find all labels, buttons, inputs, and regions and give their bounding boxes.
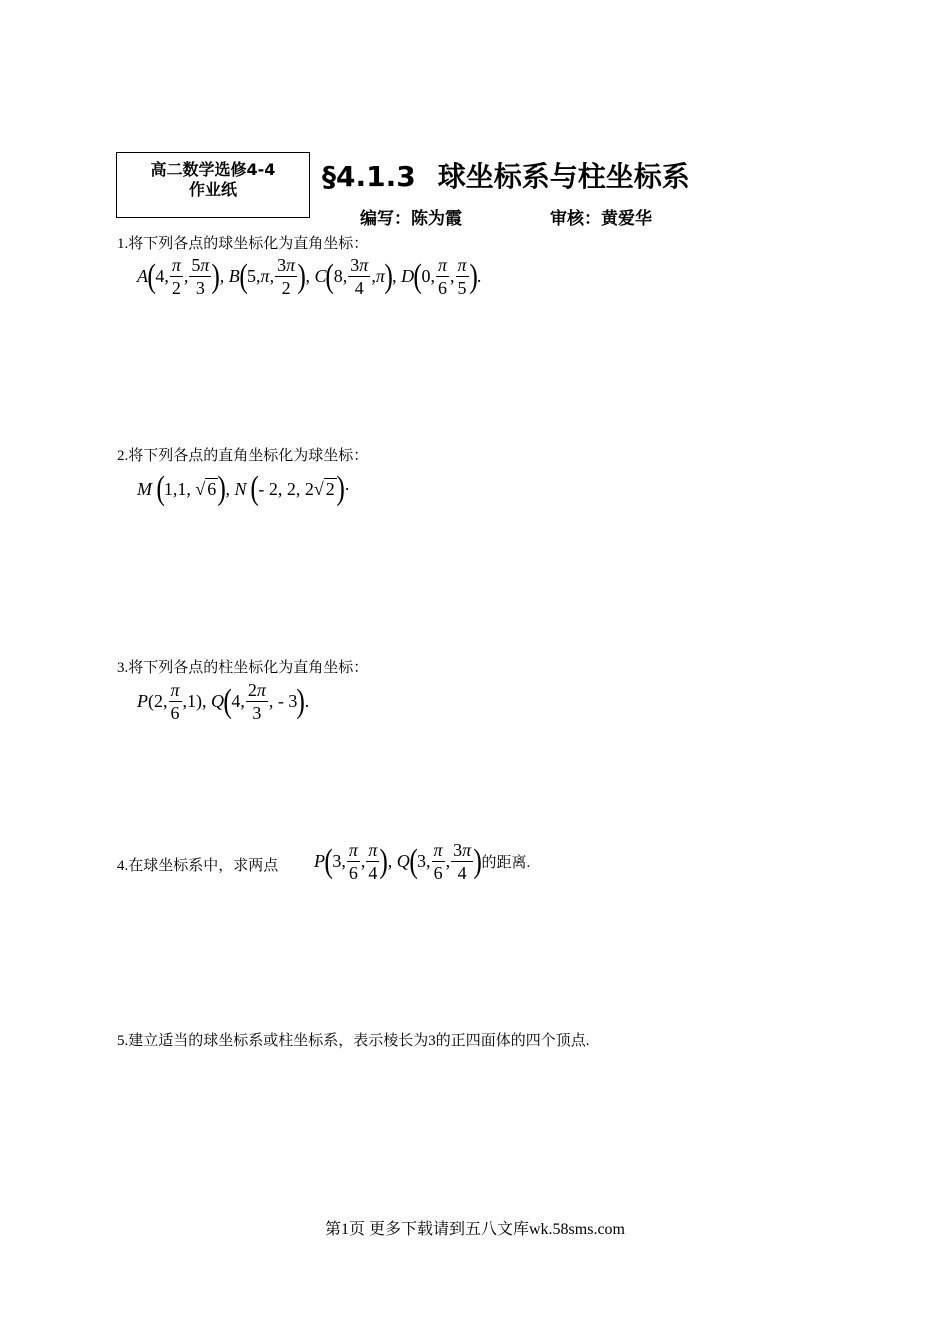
- author-credit: 编写：陈为霞: [360, 209, 462, 229]
- question-1: [117, 232, 368, 253]
- question-5: [117, 1029, 590, 1050]
- reviewer-credit: 审核：黄爱华: [550, 209, 652, 229]
- page-title: [322, 155, 690, 195]
- question-3-formula: P (2, $\frac{\pi}{6}$ ,1), Q ( 4, $\frac{2\pi}{3}$ , - 3 ) .: [137, 680, 310, 723]
- question-text: 建立适当的球坐标系或柱坐标系，表示棱长为3的正四面体的四个顶点.: [128, 1033, 590, 1049]
- title-text: 球坐标系与柱坐标系: [437, 160, 690, 193]
- question-text: 将下列各点的直角坐标化为球坐标：: [128, 448, 369, 464]
- section-number: §4.1.3: [322, 160, 416, 193]
- question-number: 3.: [117, 660, 129, 676]
- question-2: [117, 444, 368, 465]
- worksheet-course: 高二数学选修4-4: [150, 160, 276, 179]
- worksheet-label-box: [116, 152, 310, 218]
- question-4: [117, 854, 278, 875]
- question-number: 1.: [117, 236, 129, 252]
- question-4-tail: 的距离.: [481, 855, 531, 871]
- page-footer: 第1页 更多下载请到五八文库wk.58sms.com: [324, 1221, 625, 1238]
- question-text: 将下列各点的柱坐标化为直角坐标：: [128, 660, 369, 676]
- question-number: 4.: [117, 858, 129, 874]
- question-text: 在球坐标系中，求两点: [128, 858, 279, 874]
- question-number: 5.: [117, 1033, 129, 1049]
- question-4-formula: P ( 3, $\frac{\pi}{6}$ , $\frac{\pi}{4}$ ) , Q ( 3, $\frac{\pi}{6}$ , $\frac{3\pi}{4}$ ) 的距离.: [314, 840, 531, 883]
- worksheet-type: 作业纸: [188, 180, 237, 199]
- question-3: [117, 656, 368, 677]
- question-1-formula: A ( 4, $\frac{\pi}{2}$ , $\frac{5\pi}{3}$ ) , B ( 5, π , $\frac{3\pi}{2}$ ) , C ( 8, $\frac{3\pi}{4}$ , π ) , D ( 0, $\frac{\pi}{6}$ , $\frac{\pi}{5}$ ) .: [137, 255, 482, 298]
- question-2-formula: M ( 1,1, √ 6 ) , N ( - 2, 2, 2√ 2 ) ·: [137, 470, 351, 507]
- question-number: 2.: [117, 448, 129, 464]
- question-text: 将下列各点的球坐标化为直角坐标：: [128, 236, 369, 252]
